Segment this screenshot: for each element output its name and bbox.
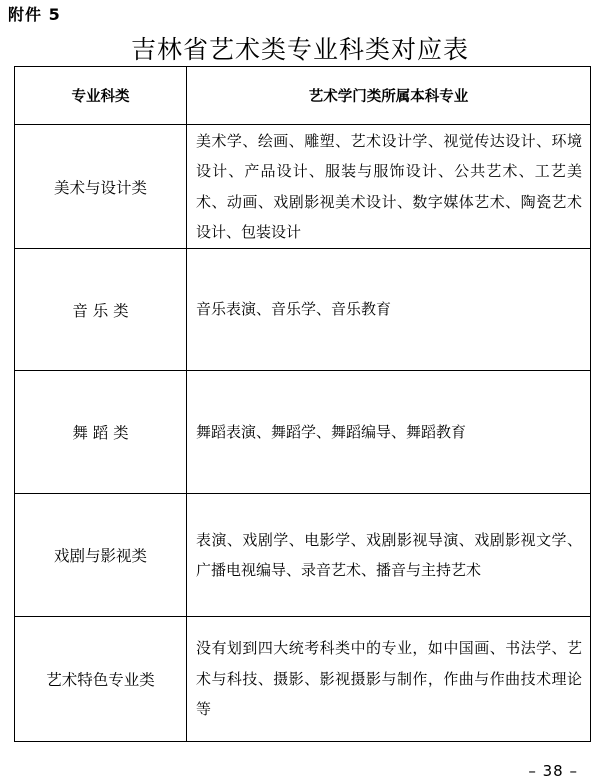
- majors-cell: 舞蹈表演、舞蹈学、舞蹈编导、舞蹈教育: [187, 371, 591, 494]
- table-header-row: [15, 67, 591, 125]
- page-number: – 38 –: [528, 762, 578, 780]
- correspondence-table-container: [14, 66, 590, 742]
- category-cell: 舞 蹈 类: [15, 371, 187, 494]
- header-category: 专业科类: [15, 67, 187, 125]
- correspondence-table: [14, 66, 591, 742]
- table-row: [15, 249, 591, 371]
- table-row: [15, 617, 591, 742]
- document-title: 吉林省艺术类专业科类对应表: [130, 35, 469, 64]
- majors-cell: 表演、戏剧学、电影学、戏剧影视导演、戏剧影视文学、广播电视编导、录音艺术、播音与主持艺术: [187, 494, 591, 617]
- category-cell: 艺术特色专业类: [15, 617, 187, 742]
- table-row: [15, 494, 591, 617]
- majors-cell: 没有划到四大统考科类中的专业，如中国画、书法学、艺术与科技、摄影、影视摄影与制作，作曲与作曲技术理论等: [187, 617, 591, 742]
- majors-cell: 美术学、绘画、雕塑、艺术设计学、视觉传达设计、环境设计、产品设计、服装与服饰设计、公共艺术、工艺美术、动画、戏剧影视美术设计、数字媒体艺术、陶瓷艺术设计、包装设计: [187, 125, 591, 249]
- header-majors: 艺术学门类所属本科专业: [187, 67, 591, 125]
- category-cell: 音 乐 类: [15, 249, 187, 371]
- table-row: [15, 371, 591, 494]
- attachment-label: 附件 5: [8, 5, 61, 24]
- category-cell: 美术与设计类: [15, 125, 187, 249]
- majors-cell: 音乐表演、音乐学、音乐教育: [187, 249, 591, 371]
- category-cell: 戏剧与影视类: [15, 494, 187, 617]
- table-row: [15, 125, 591, 249]
